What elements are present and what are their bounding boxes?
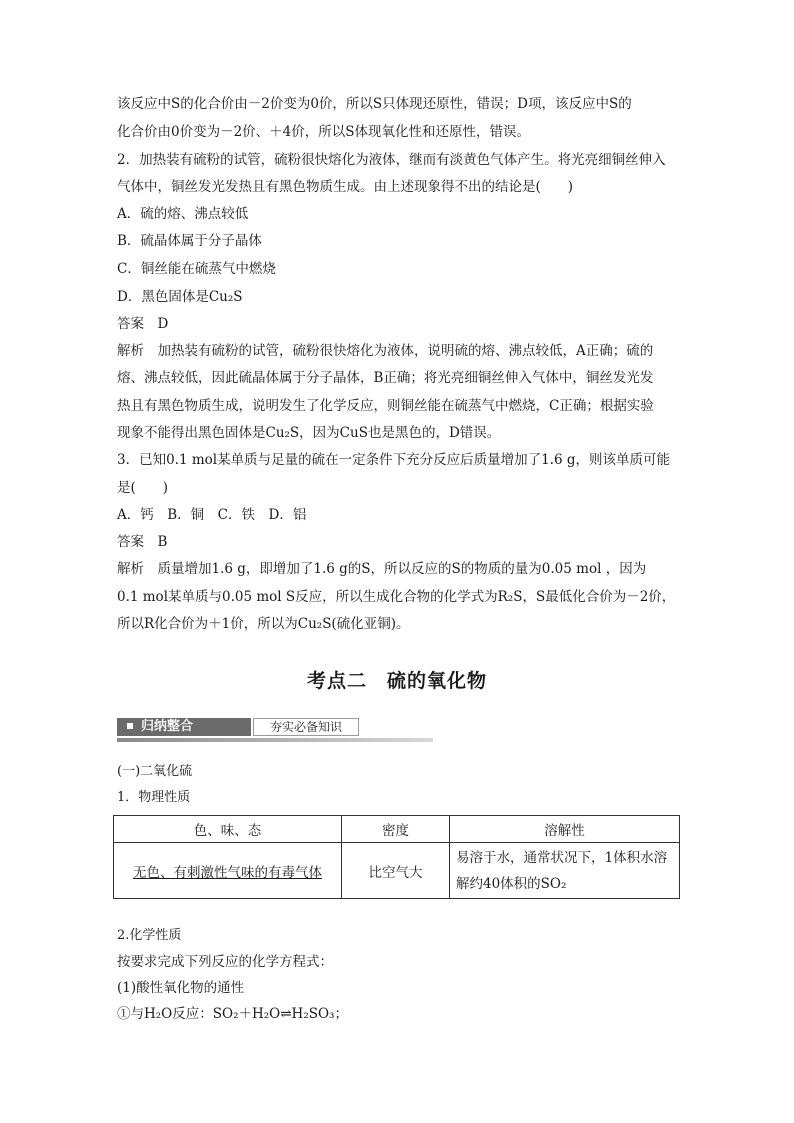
text-line: 化合价由0价变为－2价、＋4价，所以S体现氧化性和还原性，错误。: [117, 124, 531, 140]
text-line: 该反应中S的化合价由－2价变为0价，所以S只体现还原性，错误；D项，该反应中S的: [117, 96, 632, 112]
physical-properties-table: [113, 815, 680, 899]
explanation-line: 0.1 mol某单质与0.05 mol S反应，所以生成化合物的化学式为R₂S，S最低化合价为－2价，: [117, 589, 676, 605]
explanation-line: 所以R化合价为＋1价，所以为Cu₂S(硫化亚铜)。: [117, 616, 410, 632]
cell-solubility: 易溶于水，通常状况下，1体积水溶 解约40体积的SO₂: [450, 843, 680, 899]
sub-heading: (一)二氧化硫: [117, 764, 193, 779]
table-row: [114, 843, 680, 899]
text-line: 按要求完成下列反应的化学方程式：: [117, 954, 333, 970]
explanation-line: 解析 质量增加1.6 g，即增加了1.6 g的S，所以反应的S的物质的量为0.05 mol ，因为: [117, 561, 647, 577]
answer-label: 答案 B: [117, 534, 168, 550]
question-3-line: 3．已知0.1 mol某单质与足量的硫在一定条件下充分反应后质量增加了1.6 g，则该单质可能: [117, 452, 670, 468]
banner-underline: [117, 738, 433, 742]
banner-dark-label: 归纳整合: [117, 718, 251, 736]
square-icon: [127, 723, 133, 729]
question-2-line: 2．加热装有硫粉的试管，硫粉很快熔化为液体，继而有淡黄色气体产生。将光亮细铜丝伸入: [117, 152, 666, 168]
table-header-row: [114, 816, 680, 843]
explanation-line: 解析 加热装有硫粉的试管，硫粉很快熔化为液体，说明硫的熔、沸点较低，A正确；硫的: [117, 343, 654, 359]
answer-label: 答案 D: [117, 316, 169, 332]
header-density: 密度: [342, 816, 450, 843]
header-solubility: 溶解性: [450, 816, 680, 843]
equation-line: ①与H₂O反应：SO₂＋H₂O⇌H₂SO₃；: [117, 1006, 348, 1022]
question-2-line: 气体中，铜丝发光发热且有黑色物质生成。由上述现象得不出的结论是( ): [117, 179, 574, 195]
section-banner: [117, 718, 433, 742]
question-3-line: 是( ): [117, 480, 169, 496]
explanation-line: 现象不能得出黑色固体是Cu₂S，因为CuS也是黑色的，D错误。: [117, 425, 501, 441]
chem-heading: 2.化学性质: [117, 928, 182, 943]
option-c: C．铜丝能在硫蒸气中燃烧: [117, 261, 276, 277]
options-line: A．钙 B．铜 C．铁 D．铝: [117, 507, 307, 523]
cell-density: 比空气大: [342, 843, 450, 899]
option-a: A．硫的熔、沸点较低: [117, 206, 249, 222]
header-color-smell-state: 色、味、态: [114, 816, 342, 843]
explanation-line: 热且有黑色物质生成，说明发生了化学反应，则铜丝能在硫蒸气中燃烧，C正确；根据实验: [117, 398, 654, 414]
explanation-line: 熔、沸点较低，因此硫晶体属于分子晶体，B正确；将光亮细铜丝伸入气体中，铜丝发光发: [117, 370, 654, 386]
section-title: 考点二 硫的氧化物: [306, 670, 487, 692]
option-d: D．黑色固体是Cu₂S: [117, 289, 243, 305]
physical-heading: 1．物理性质: [117, 790, 191, 805]
cell-appearance: 无色、有刺激性气味的有毒气体: [114, 843, 342, 899]
banner-light-label: 夯实必备知识: [253, 718, 359, 736]
option-b: B．硫晶体属于分子晶体: [117, 233, 262, 249]
text-line: (1)酸性氧化物的通性: [117, 980, 245, 996]
